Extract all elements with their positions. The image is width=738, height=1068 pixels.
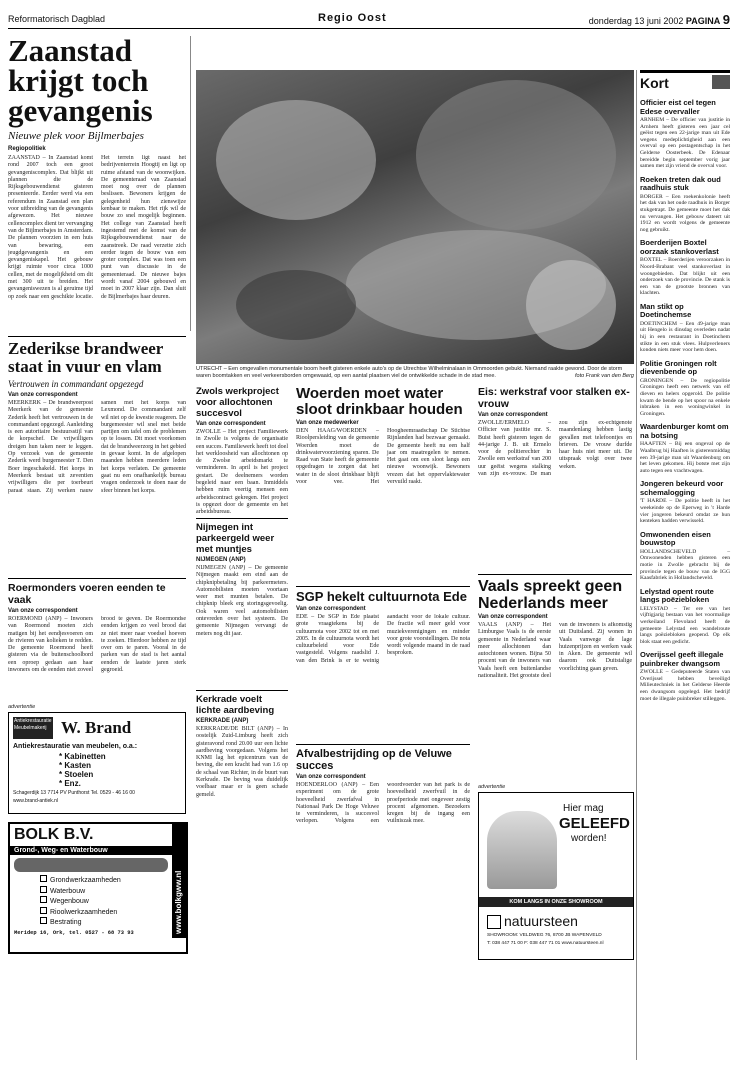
ad-bolk-address: Meridep 16, Ork, tel. 0527 - 68 73 93 <box>14 929 134 936</box>
ad-brand-web: www.brand-antiek.nl <box>13 798 59 804</box>
ad-bolk-item <box>40 907 168 918</box>
story-werkstraf-body: ZWOLLE/ERMELO – Officier van justitie mr. S. Buist heeft gisteren tegen de 44-jarige J. B. uit Ermelo voor de politierechter in Zwolle een werkstraf van 200 uur geëist wegens stalking van zijn ex-vrouw. De man zou zijn ex-echtgenote maandenlang hebben lastig gevallen met telefoontjes en brieven. De vrouw durfde haar huis niet meer uit. De uitspraak volgt over twee weken. <box>478 420 632 478</box>
kort-item <box>640 303 730 354</box>
ad-brand-line: Antiekrestauratie van meubelen, o.a.: <box>13 743 138 750</box>
story-brandweer-subtitle: Vertrouwen in commandant opgezegd <box>8 379 144 389</box>
kort-item-body: BOXTEL – Boerderijen veroorzaken in Noord-Brabant veel stankoverlast in woongebieden. Dat blijkt uit een onderzoek van de provincie. De stank is een van de grootste bronnen van klachten. <box>640 257 730 297</box>
lead-headline-line3: gevangenis <box>8 93 153 128</box>
story-kerkrade <box>196 694 288 876</box>
lead-story <box>8 33 186 343</box>
rule <box>296 586 470 587</box>
story-vaals-title: Vaals spreekt geen Nederlands meer <box>478 578 623 612</box>
kort-item-title: Roeken treten dak oud raadhuis stuk <box>640 174 721 193</box>
ad-bolk-item-label: Waterbouw <box>50 887 86 895</box>
kort-logo-icon <box>712 75 730 89</box>
lead-headline <box>8 33 186 128</box>
story-brandweer-byline: Van onze correspondent <box>8 392 78 398</box>
lead-body: ZAANSTAD – In Zaanstad komt rond 2007 toch een groot gevangeniscomplex. Dat blijkt uit plannen die de Rijksgebouwendienst gisteren presenteerde. Eerder werd via een referendum in Zaanstad een plan voor uitbreiding van de gevangenis afgewezen. Het nieuwe cellencomplex dient ter vervanging van de Bijlmerbajes in Amsterdam. De plannen voorzien in een huis van bewaring, een jeugdgevangenis en een gevangeniskapel. Het gebouw krijgt ruimte voor circa 1000 cellen, met de mogelijkheid om dit met 300 uit te breiden. Het gevangeniswezen is al geruime tijd op zoek naar een geschikte locatie. Het terrein ligt naast het bedrijventerrein Hoogtij en ligt op ruime afstand van de woonwijken. De gemeenteraad van Zaanstad moet nog over de plannen beslissen. Bewoners krijgen de gelegenheid hun zienswijze kenbaar te maken. Het rijk wil de bouw zo snel mogelijk beginnen. Het college van Zaanstad heeft ingestemd met de komst van de Rijksgebouwendienst naar de zaanstreek. De raad verzette zich eerder tegen de bouw van een groter complex. Dat was toen een punt van discussie in de gemeenteraad. De nieuwe bajes wordt vanaf 2004 gebouwd en moet in 2007 klaar zijn. Dan sluit de Bijlmerbajes haar deuren. <box>8 155 186 300</box>
date-page <box>589 12 730 27</box>
kort-item <box>640 176 730 234</box>
photo-credit: foto Frank van den Berg <box>574 372 634 379</box>
story-afval-byline: Van onze correspondent <box>296 774 366 780</box>
ad-bolk-item <box>40 917 168 928</box>
ad-brand-items <box>9 750 185 788</box>
story-afval <box>296 748 470 882</box>
ad-bolk-item <box>40 875 168 886</box>
kort-item <box>640 423 730 474</box>
story-woerden-byline: Van onze medewerker <box>296 420 359 426</box>
photo-caption-block <box>196 366 634 379</box>
ad-natuur-head2: GELEEFD <box>559 815 630 832</box>
kort-item <box>640 239 730 297</box>
bullet-icon: * <box>59 761 65 770</box>
ad-brand-item <box>59 752 181 761</box>
ad-bolk-name: BOLK B.V. <box>14 826 94 843</box>
story-zwolle-title: Zwols werkproject voor allochtonen succesvol <box>196 386 279 419</box>
ad-bolk-item-label: Grondwerkzaamheden <box>50 877 121 884</box>
ad-label-2: advertentie <box>478 784 506 790</box>
ad-brand-item-label: Kabinetten <box>64 752 106 761</box>
checkbox-icon <box>40 907 47 914</box>
kort-sidebar <box>640 70 730 708</box>
story-sgp <box>296 590 470 734</box>
ad-bolk-sub: Grond-, Weg- en Waterbouw <box>10 846 172 855</box>
ad-natuur-brand-text: natuursteen <box>504 913 578 929</box>
ad-natuur-tel: T: 038 447 71 00 F: 038 447 71 01 www.natuursteen.nl <box>487 941 604 946</box>
story-roermond-body: ROERMOND (ANP) – Inwoners van Roermond moeten zich matigen bij het eendjesvoeren om de rivieren van kolieken te redden. De gemeente Roermond heeft gisteren via de buitenschoolbord een oproep gedaan aan haar inwoners om de eenden niet zoveel brood te geven. De Roermondse eenden krijgen zo veel brood dat ze niet meer naar voedsel hoeven te zoeken. Hierdoor hebben ze tijd over om te paren. Vooral in de parken van de stad is het aantal eenden de laatste jaren sterk gegroeid. <box>8 616 186 674</box>
story-brandweer <box>8 340 186 568</box>
kort-list <box>640 99 730 702</box>
kort-item <box>640 588 730 646</box>
kort-item-title: Omwonenden eisen bouwstop <box>640 529 711 548</box>
page-header <box>8 8 730 29</box>
kort-item-body: BORGER – Een roekenkolonie heeft het dak van het oude raadhuis in Borger stukgetrapt. De gemeente moet het dak nu vervangen. Het gebouw dateert uit 1912 en wordt volgens de gemeente nog gebruikt. <box>640 193 730 233</box>
kort-item-title: Boerderijen Boxtel oorzaak stankoverlast <box>640 238 719 256</box>
rule <box>196 690 288 691</box>
column-divider <box>190 36 191 331</box>
story-afval-title: Afvalbestrijding op de Veluwe succes <box>296 748 452 772</box>
kort-item-body: ZWOLLE – Gedeputeerde Staten van Overijssel hebben beveiligd Milieutechniek in het Gelderse Heerde een dwangsom opgelegd. Het bedrijf moet de illegale puinbreker stilleggen. <box>640 669 730 702</box>
story-nijmegen <box>196 522 288 683</box>
ad-natuur-brand <box>487 913 578 929</box>
ad-label: advertentie <box>8 704 36 710</box>
page-number: 9 <box>722 12 730 27</box>
kort-item <box>640 99 730 170</box>
kort-item-title: Waardenburger komt om na botsing <box>640 422 729 440</box>
excavator-icon <box>14 858 168 872</box>
child-photo <box>487 811 557 889</box>
ad-brand-item <box>59 770 181 779</box>
kort-item <box>640 531 730 582</box>
story-afval-body: HOENDERLOO (ANP) – Een experiment om de grote hoeveelheid zwerfafval in Nationaal Park De Hoge Veluwe te verminderen, is succesvol verlopen. Volgens een woordvoerder van het park is de hoeveelheid zwerfvuil in de proefperiode met ongeveer zestig procent afgenomen. Bezoekers kregen bij de ingang een vuilniszak mee. <box>296 782 470 825</box>
sidebar-divider <box>636 70 637 1060</box>
story-woerden-title: Woerden moet water sloot drinkbaar houden <box>296 385 463 418</box>
story-nijmegen-body: NIJMEGEN (ANP) – De gemeente Nijmegen maakt een eind aan de chipknipbetaling bij parkeermeters. Automobilisten moeten voortaan weer met munten betalen. De chipknip bleek erg storingsgevoelig. Ook waren veel automobilisten ontevreden over het systeem. De gemeente Nijmegen vervangt de meters nog dit jaar. <box>196 565 288 637</box>
story-roermond <box>8 582 186 718</box>
ad-natuur-banner: KOM LANGS IN ONZE SHOWROOM <box>479 897 633 907</box>
ad-bolk-item <box>40 886 168 897</box>
kort-item-title: Officier eist cel tegen Edese overvaller <box>640 98 716 116</box>
story-vaals-body: VAALS (ANP) – Het Limburgse Vaals is de eerste gemeente in Nederland waar meer allochtonen dan autochtonen wonen. Bijna 50 procent van de inwoners van Vaals heeft een buitenlandse nationaliteit. Het grootste deel van de inwoners is afkomstig uit Duitsland. Zij wonen in Vaals vanwege de lage huizenprijzen en werken vaak in Aken. De gemeente wil daarom ook Duitstalige voorlichting gaan geven. <box>478 622 632 680</box>
bullet-icon: * <box>59 770 65 779</box>
ad-brand-item-label: Stoelen <box>64 770 94 779</box>
ad-brand-item-label: Enz. <box>64 779 81 788</box>
lead-subtitle: Nieuwe plek voor Bijlmerbajes <box>8 130 144 142</box>
rule <box>296 744 470 745</box>
checkbox-icon <box>40 875 47 882</box>
story-sgp-title: SGP hekelt cultuurnota Ede <box>296 589 467 604</box>
story-roermond-title: Roermonders voeren eenden te vaak <box>8 582 166 606</box>
ad-natuursteen[interactable] <box>478 792 634 960</box>
ad-bolk-web-strip <box>172 824 186 938</box>
kort-item-body: DOETINCHEM – Een 49-jarige man uit Hengelo is dinsdag overleden nadat hij in een restaurant in Doetinchem stikte in een stuk vlees. Hulpverleners konden niets meer voor hem doen. <box>640 320 730 354</box>
kort-item-title: Lelystad opent route langs poëziebloken <box>640 586 714 605</box>
story-nijmegen-byline: NIJMEGEN (ANP) <box>196 557 246 563</box>
story-zwolle-body: ZWOLLE – Het project Familiewerk in Zwolle is volgens de organisatie een succes. Familiewerk heeft tot doel het werkloosheid van allochtonen op de Zwolse arbeidsmarkt te verminderen. In april is het project gestart. De deelnemers worden begeleid naar een baan. Inmiddels hebben ruim veertig mensen een arbeidscontract gekregen. Het project is opgezet door de gemeente en het arbeidsbureau. <box>196 429 288 516</box>
story-vaals <box>478 578 632 752</box>
checkbox-icon <box>40 886 47 893</box>
rule <box>8 336 186 337</box>
ad-natuur-head1: Hier mag <box>563 803 604 814</box>
story-zwolle <box>196 386 288 523</box>
ad-natuur-address: SHOWROOM: VELDWEG 76, 8700 JB WAPENVELD <box>487 933 602 938</box>
page-label: PAGINA <box>685 16 721 26</box>
bullet-icon: * <box>59 779 65 788</box>
lead-byline: Regiopolitiek <box>8 146 46 152</box>
lead-headline-line2: krijgt toch <box>8 63 149 98</box>
paper-name: Reformatorisch Dagblad <box>8 14 106 24</box>
story-nijmegen-title: Nijmegen int parkeergeld weer met muntjes <box>196 522 275 555</box>
ad-brand-item <box>59 779 181 788</box>
ad-bolk-item-label: Rioolwerkzaamheden <box>50 908 118 916</box>
ad-natuur-head3: worden! <box>571 833 607 844</box>
kort-heading: Kort <box>640 75 669 91</box>
natuursteen-logo-icon <box>487 915 501 929</box>
storm-photo <box>196 70 634 364</box>
story-werkstraf <box>478 386 632 586</box>
ad-brand-tag: Antiekrestauratie Meubelmakerij <box>13 717 53 739</box>
story-zwolle-byline: Van onze correspondent <box>196 421 266 427</box>
ad-brand-item <box>59 761 181 770</box>
kort-item <box>640 480 730 524</box>
kort-item-body: ARNHEM – De officier van justitie in Arnhem heeft gisteren een jaar cel geëist tegen een 22-jarige man uit Ede wegens medeplichtigheid aan een overval op een postagentschap in het Gelderse Oosterbeek. De Edenaar bereidde begin september vorig jaar samen met zijn vriend de overval voor. <box>640 117 730 170</box>
checkbox-icon <box>40 917 47 924</box>
story-brandweer-title: Zederikse brandweer staat in vuur en vlam <box>8 339 164 376</box>
story-kerkrade-title: Kerkrade voelt lichte aardbeving <box>196 694 275 716</box>
story-werkstraf-byline: Van onze correspondent <box>478 412 548 418</box>
checkbox-icon <box>40 896 47 903</box>
ad-bolk-items <box>10 875 172 928</box>
ad-bolk-web: www.bolkgww.nl <box>174 870 183 934</box>
ad-bolk-item <box>40 896 168 907</box>
story-sgp-byline: Van onze correspondent <box>296 606 366 612</box>
kort-item-title: Politie Groningen rolt dievenbende op <box>640 358 717 377</box>
story-vaals-byline: Van onze correspondent <box>478 614 548 620</box>
story-woerden <box>296 386 470 578</box>
kort-item-title: Man stikt op Doetinchemse <box>640 301 692 320</box>
ad-brand-name: W. Brand <box>61 718 132 737</box>
kort-item-title: Overijssel geeft illegale puinbreker dwangsom <box>640 650 724 668</box>
lead-headline-line1: Zaanstad <box>8 33 133 68</box>
ad-brand[interactable] <box>8 712 186 814</box>
kort-item-title: Jongeren bekeurd voor schemalogging <box>640 479 724 497</box>
photo-caption: UTRECHT – Een omgevallen monumentale boom heeft gisteren enkele auto's op de Utrechtse Wilhelminalaan in Ommoorden gebukt. Niemand raakte gewond. Door de storm waren boomtakken en veel verkeersborden omgewaaid, op een aantal plaatsen viel de ontwikkelde schade in de stad mee. <box>196 366 623 379</box>
bullet-icon: * <box>59 752 65 761</box>
kort-item <box>640 651 730 702</box>
kort-item-body: GRONINGEN – De regiopolitie Groningen heeft een netwerk van elf dieven en helers opgerold. De politie kwam de bende op het spoor na enkele inbraken in een woningwinkel in Groningen. <box>640 377 730 417</box>
story-brandweer-body: MEERKERK – De brandweerpost Meerkerk van de gemeente Zederik heeft het vertrouwen in de commandant opgezegd. Aanleiding is een autoritaire bestuursstijl van de korpschef. De vrijwilligers dreigen hun taken neer te leggen. Op verzoek van de gemeente Zederik werd burgemeester T. Den Boer ingeschakeld. Het korps in Meerkerk bestaat uit zeventien vrijwilligers die per toerbeurt paraat staan. Zij werken nauw samen met het korps van Lexmond. De commandant zelf wil niet op de kwestie reageren. De burgemeester wil snel met beide partijen om tafel om de problemen op te lossen. Dit moet voorkomen dat de brandweerzorg in het gebied in gevaar komt. In de afgelopen maanden hebben meerdere leden het korps verlaten. De gemeente gaat nu een onafhankelijk bureau vragen onderzoek te doen naar de sfeer binnen het korps. <box>8 400 186 494</box>
rule <box>8 578 186 579</box>
rule <box>478 574 632 575</box>
kort-item-body: HAAFTEN – Bij een ongeval op de Waalbrug bij Haaften is gisterenmiddag een 39-jarige man uit Waardenburg om het leven gekomen. Hij botste met zijn auto tegen een vrachtwagen. <box>640 441 730 474</box>
story-woerden-body: DEN HAAG/WOERDEN – Rioolpersleiding van de gemeente Woerden moet de drinkwatervoorziening sparen. De Raad van State heeft de gemeente opgedragen te zorgen dat het water in de sloot drinkbaar blijft voor vee. Het Hoogheemraadschap De Stichtse Rijnlanden had bezwaar gemaakt. De gemeente heeft nu een half jaar om maatregelen te nemen. Het gaat om een sloot langs een nieuwe woonwijk. Bewoners vrezen dat het oppervlaktewater vervuild raakt. <box>296 428 470 486</box>
issue-date: donderdag 13 juni 2002 <box>588 16 684 26</box>
kort-item-body: HOLLANDSCHEVELD – Omwonenden hebben gisteren een motie in Zwolle gebracht bij de provincie tegen de bouw van de IGG Kaasfabriek in Hollandscheveld. <box>640 548 730 582</box>
ad-bolk-item-label: Wegenbouw <box>50 898 89 905</box>
ad-brand-address: Schagerdijk 13 7714 PV Punthorst Tel. 0529 - 46 16 00 <box>13 790 135 796</box>
story-werkstraf-title: Eis: werkstraf voor stalken ex-vrouw <box>478 386 630 410</box>
story-kerkrade-body: KERKRADE/DE BILT (ANP) – In oostelijk Zuid-Limburg heeft zich gisteravond rond 20.00 uur een lichte aardbeving voorgedaan. Volgens het KNMI lag het epicentrum van de beving, die een kracht had van 1.6 op de schaal van Richter, in de buurt van Kerkrade. De beving was duidelijk voelbaar maar er is geen schade gemeld. <box>196 726 288 798</box>
story-kerkrade-byline: KERKRADE (ANP) <box>196 718 249 724</box>
ad-brand-item-label: Kasten <box>64 761 92 770</box>
section-title: Regio Oost <box>318 12 387 24</box>
kort-item <box>640 360 730 418</box>
story-roermond-byline: Van onze correspondent <box>8 608 78 614</box>
rule <box>196 518 288 519</box>
ad-bolk-item-label: Bestrating <box>50 919 82 926</box>
kort-item-body: LELYSTAD – Ter ere van het vijftigjarig bestaan van het voormalige werkeiland Flevoland heeft de gemeente Lelystad een wandelroute langs poëziebloken geopend. Op elk blok staat een gedicht. <box>640 605 730 645</box>
kort-item-body: 'T HARDE – De politie heeft in het weekeinde op de Eperweg in 't Harde vier jongeren bekeurd omdat ze hun kenteken hadden verwisseld. <box>640 498 730 525</box>
story-sgp-body: EDE – De SGP in Ede plaatst grote vraagtekens bij de cultuurnota voor 2002 tot en met 2005. In de cultuurnota wordt het cultuurbeleid voor Ede vastgesteld. Volgens raadslid J. van den Brink is er te weinig aandacht voor de lokale cultuur. De fractie wil meer geld voor muziekverenigingen en minder voor grote voorstellingen. De nota wordt volgende maand in de raad besproken. <box>296 614 470 664</box>
ad-bolk[interactable] <box>8 822 188 954</box>
